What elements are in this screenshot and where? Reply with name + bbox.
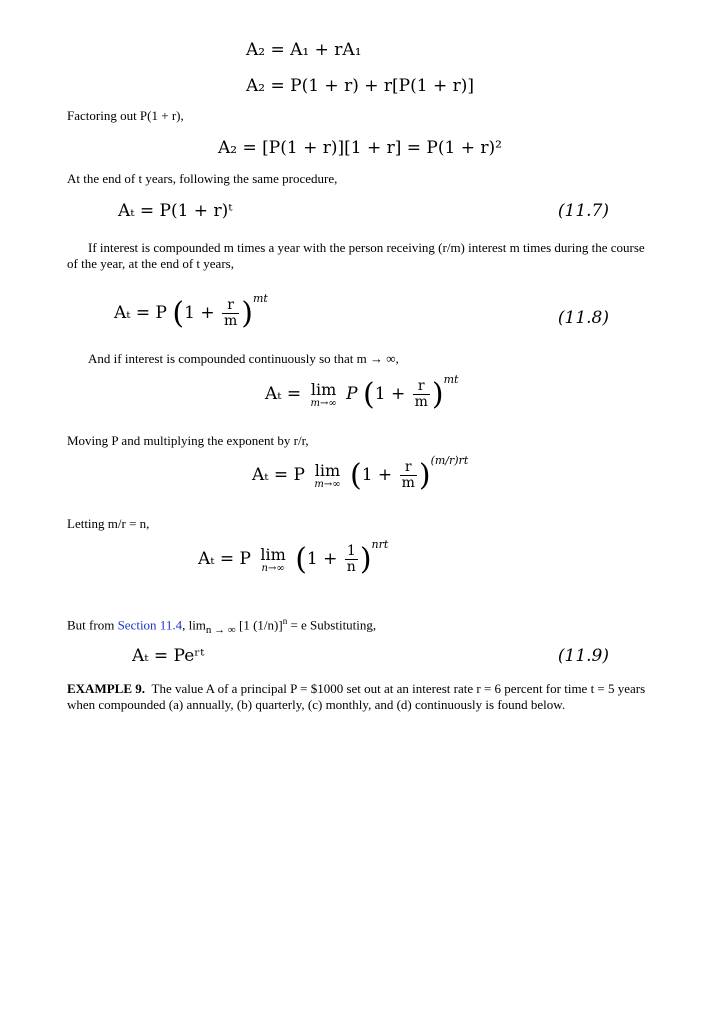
equation-number-11-8: (11.8): [557, 308, 609, 328]
limit-n-to-infinity: lim n→∞: [260, 544, 286, 574]
equation-11-7: Aₜ = P(1 + r)ᵗ: [118, 201, 233, 221]
text-but-from-section: But from Section 11.4, $\lim_{n \to \infty} [1$ (1/n)]$^n$ = e Substituting,: [67, 616, 377, 636]
text-factoring: Factoring out P(1 + r),: [67, 108, 184, 123]
fraction-r-over-m: $\frac{r}{m}$: [223, 297, 238, 329]
eq-limit-mr-exponent: (m/r)rt: [430, 454, 469, 467]
eq-limit-n-lhs: Aₜ = P: [198, 549, 251, 569]
section-11-4-link[interactable]: Section 11.4: [117, 617, 183, 633]
equation-limit-m: Aₜ = lim m→∞ P (1 + $\frac{r}{m}$ )$^{mt}$: [265, 373, 459, 412]
equation-number-11-7: (11.7): [557, 201, 609, 221]
equation-a2-second: A₂ = P(1 + r) + r[P(1 + r)]: [246, 76, 474, 96]
text-moving-p: Moving P and multiplying the exponent by r/r,: [67, 433, 309, 448]
eq-limit-n-exponent: nrt: [371, 538, 389, 551]
equation-number-11-9: (11.9): [557, 646, 609, 666]
limit-m-to-infinity-2: lim m→∞: [314, 460, 341, 490]
text-compounded-continuously: And if interest is compounded continuously so that m → ∞,: [88, 351, 399, 366]
example-9-paragraph: [67, 681, 653, 713]
equation-limit-n: Aₜ = P lim n→∞ (1 + $\frac{1}{n}$ )$^{nrt}$: [198, 538, 389, 577]
fraction-r-over-m-2: $\frac{r}{m}$: [414, 378, 428, 410]
equation-limit-mr: Aₜ = P lim m→∞ (1 + $\frac{r}{m}$ )$^{(m/r)rt}$: [252, 454, 469, 493]
equation-a2-first: A₂ = A₁ + rA₁: [246, 40, 362, 60]
text-end-of-t-years: At the end of t years, following the same procedure,: [67, 171, 338, 186]
example-9-label: EXAMPLE 9.: [67, 681, 145, 696]
eq-limit-mr-lhs: Aₜ = P: [252, 465, 305, 485]
example-9-body: The value A of a principal P = $1000 set out at an interest rate r = 6 percent for time t = 5 years when compounded (a) annually, (b) quarterly, (c) monthly, and (d) continuously is found below.: [67, 681, 646, 712]
equation-11-8: Aₜ = P (1 + $\frac{r}{m}$ )$^{mt}$: [114, 292, 268, 331]
eq-limit-m-exponent: mt: [443, 373, 459, 386]
equation-11-9: Aₜ = Peʳᵗ: [132, 646, 205, 666]
fraction-r-over-m-3: $\frac{r}{m}$: [401, 459, 415, 491]
text-letting: Letting m/r = n,: [67, 516, 150, 531]
fraction-1-over-n: $\frac{1}{n}$: [346, 543, 356, 575]
limit-m-to-infinity: lim m→∞: [310, 379, 337, 409]
eq-limit-m-lhs: Aₜ =: [265, 384, 307, 404]
text-compounded-m-times: If interest is compounded m times a year with the person receiving (r/m) interest m times during the course of the year, at the end of t years,: [67, 240, 645, 271]
eq-11-8-exponent: mt: [252, 292, 268, 305]
equation-a2-factored: A₂ = [P(1 + r)][1 + r] = P(1 + r)²: [218, 138, 502, 158]
eq-11-8-lhs: Aₜ = P: [114, 303, 167, 323]
